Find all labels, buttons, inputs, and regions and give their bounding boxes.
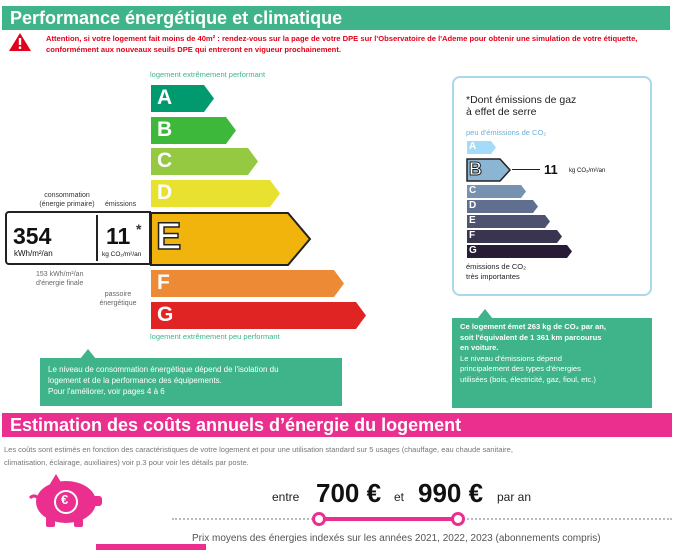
ges-letter-c: C [469, 185, 477, 196]
value-divider [96, 215, 98, 261]
ges-letter-b: B [469, 159, 482, 179]
emissions-caption: émissions [105, 201, 137, 208]
warning-line-2: conformément aux nouveaux seuils DPE qui entreront en vigueur prochainement. [46, 45, 341, 54]
ges-unit: kg CO₂/m²/an [569, 168, 606, 174]
ges-letter-g: G [469, 245, 477, 256]
cost-min-marker [312, 512, 326, 526]
dpe-bar-b [150, 116, 240, 143]
final-energy-caption: 153 kWh/m²/an d'énergie finale [36, 271, 84, 287]
ges-bar-f [466, 229, 566, 244]
ges-letter-f: F [469, 230, 476, 241]
ges-bar-a [466, 140, 500, 155]
dpe-letter-d: D [157, 181, 173, 204]
ges-note: Ce logement émet 263 kg de CO₂ par an, soit l'équivalent de 1 361 km parcourus en voiture. Le niveau d'émissions dépend principalement des types d'énergies utilisées (bois, électricité, gaz, fioul, etc.) [452, 318, 652, 408]
ges-title: *Dont émissions de gaz à effet de serre [466, 94, 577, 118]
cost-per-year: par an [497, 490, 532, 504]
consumption-value: 354 [13, 223, 52, 249]
ges-top-label: peu d'émissions de CO₂ [466, 128, 547, 137]
euro-symbol: € [61, 492, 69, 507]
cost-max: 990 € [418, 478, 484, 508]
warning-line-1: Attention, si votre logement fait moins de 40m² : rendez-vous sur la page de votre DPE sur l'Observatoire de l'Ademe pour obtenir une simulation de votre étiquette, [46, 34, 638, 43]
cost-between: entre [272, 490, 300, 504]
dpe-bar-e [150, 212, 314, 264]
dpe-letter-f: F [157, 271, 170, 294]
consumption-unit: kWh/m²/an [14, 249, 53, 258]
ges-value: 11 [544, 162, 558, 177]
warning-triangle-icon [8, 32, 32, 52]
emissions-unit: kg CO₂/m²/an [102, 251, 142, 258]
emissions-value: 11 [106, 223, 131, 249]
ges-value-connector [512, 169, 540, 170]
dpe-bar-c [150, 147, 262, 174]
section-title-performance: Performance énergétique et climatique [2, 6, 670, 30]
emissions-star: * [136, 221, 142, 237]
dpe-letter-a: A [157, 86, 173, 109]
ges-letter-e: E [469, 215, 476, 226]
consumption-note: Le niveau de consommation énergétique dépend de l'isolation du logement et de la performance des équipements. Pour l'améliorer, voir pages 4 à 6 [40, 358, 342, 406]
ges-bottom-label: émissions de CO₂ très importantes [466, 262, 527, 281]
current-dpe-values [5, 211, 151, 265]
cost-intro: Les coûts sont estimés en fonction des caractéristiques de votre logement et pour une utilisation standard sur 5 usages (chauffage, eau chaude sanitaire, climatisation, éclairage, auxiliaires) voir p.3 pour voir les détails par poste. [4, 445, 513, 467]
cost-min: 700 € [316, 478, 382, 508]
dpe-bar-g [150, 301, 370, 328]
dpe-letter-g: G [157, 303, 174, 326]
ges-letter-d: D [469, 200, 477, 211]
passoire-caption: passoire énergétique [99, 291, 137, 307]
cost-max-marker [451, 512, 465, 526]
cost-and: et [394, 490, 405, 504]
dpe-bar-d [150, 179, 284, 206]
ges-bar-d [466, 199, 542, 214]
ges-bar-g [466, 244, 576, 259]
ges-letter-a: A [469, 141, 477, 152]
ges-panel [452, 76, 652, 296]
section-title-costs: Estimation des coûts annuels d’énergie du logement [2, 413, 672, 437]
ges-bar-c [466, 184, 530, 199]
ges-bar-e [466, 214, 554, 229]
next-section-bar [96, 544, 206, 550]
dpe-bar-f [150, 269, 348, 296]
ges-bar-b [466, 158, 514, 182]
dpe-letter-b: B [157, 118, 173, 141]
dpe-letter-c: C [157, 149, 173, 172]
cost-range-fill [318, 517, 458, 521]
dpe-top-label: logement extrêmement performant [150, 70, 266, 79]
dpe-bottom-label: logement extrêmement peu performant [150, 332, 280, 341]
consumption-caption: consommation (énergie primaire) [39, 192, 95, 208]
dpe-letter-e: E [156, 216, 182, 258]
dpe-bar-a [150, 84, 218, 111]
cost-footnote: Prix moyens des énergies indexés sur les années 2021, 2022, 2023 (abonnements compris) [192, 533, 601, 544]
